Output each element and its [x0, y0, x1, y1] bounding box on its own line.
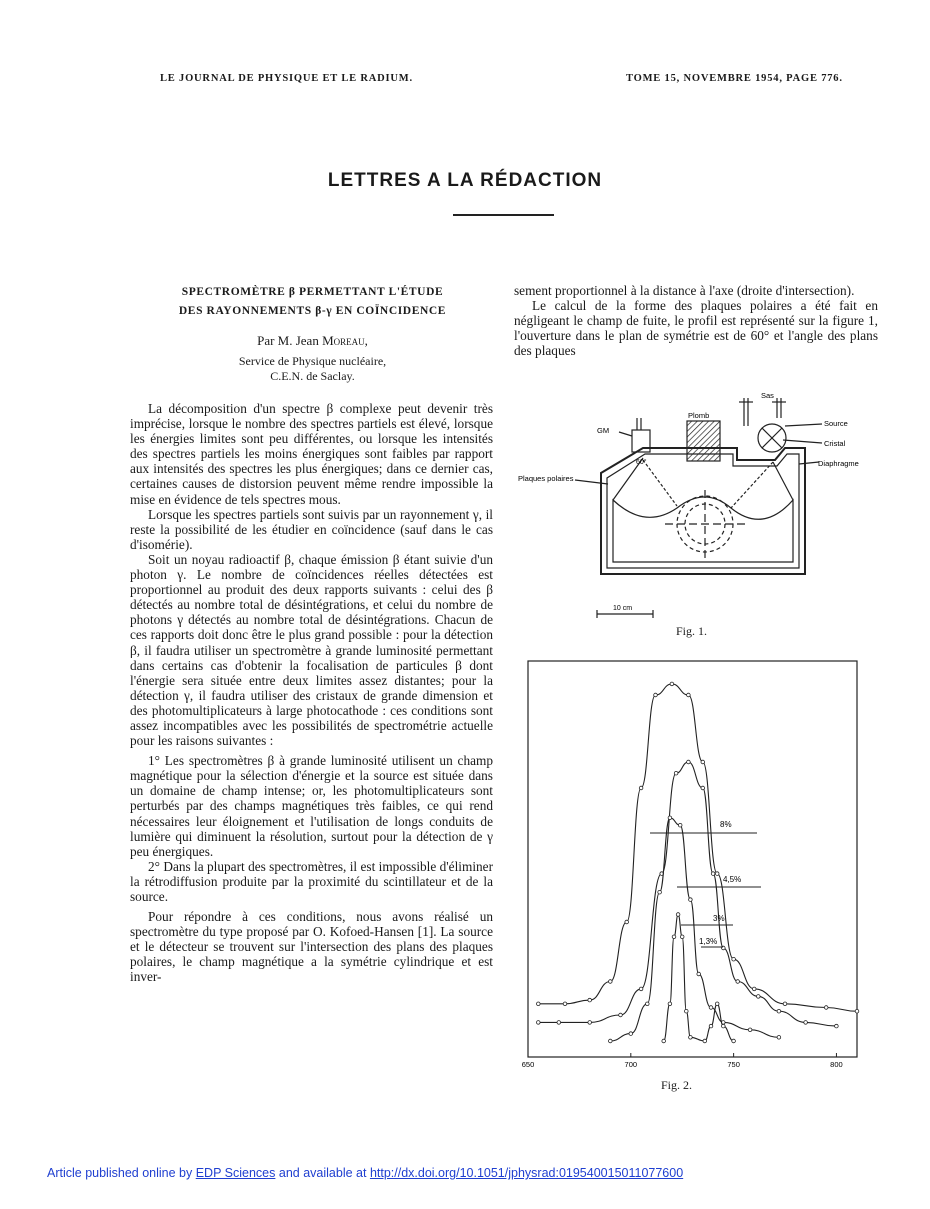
data-point: [629, 1032, 633, 1036]
title-rule: [453, 214, 554, 216]
data-point: [732, 1039, 736, 1043]
x-tick-label: 700: [624, 1060, 638, 1069]
fig1-label-angle: 60°: [636, 459, 647, 466]
data-point: [646, 1002, 650, 1006]
annotation-label: 3%: [713, 914, 725, 923]
data-point: [687, 760, 691, 764]
paragraph: Soit un noyau radioactif β, chaque émission β étant suivie d'un photon γ. Le nombre de coïncidences réelles détectées est proportionnel au produit des deux rapports suivants : celui des β détectés au nombre total de désintégrations, et celui du nombre de photons γ détectés au nombre total de désintégrations. Chacun de ces rapports doit donc être le plus grand possible : pour la détection β, il faudra utiliser un spectromètre à grande luminosité permettant dans certains cas d'obtenir la focalisation de particules β dont l'énergie sera située entre deux limites assez distantes; pour la détection γ, il faudra utiliser des cristaux de grande dimension et des photomultiplicateurs à large photocathode : ces conditions sont assez incompatibles avec les possibilités de spectrométrie actuelle pour les raisons suivantes :: [130, 551, 493, 749]
fig1-label-scale: 10 cm: [613, 605, 633, 612]
paragraph: 2° Dans la plupart des spectromètres, il est impossible d'éliminer la rétrodiffusion produite par la proximité du scintillateur et de la source.: [130, 858, 493, 904]
right-column-text: [514, 283, 878, 358]
issue-running-head: TOME 15, NOVEMBRE 1954, PAGE 776.: [626, 73, 843, 84]
data-point: [678, 823, 682, 827]
article-title-line1: SPECTROMÈTRE β PERMETTANT L'ÉTUDE: [181, 286, 444, 298]
footer: [47, 1166, 683, 1180]
data-point: [777, 1036, 781, 1040]
x-tick-label: 750: [727, 1060, 740, 1069]
data-point: [687, 693, 691, 697]
data-point: [748, 1028, 752, 1032]
x-tick-label: 800: [830, 1060, 843, 1069]
data-point: [752, 987, 756, 991]
article-title-line2: DES RAYONNEMENTS β-γ EN COÏNCIDENCE: [178, 305, 447, 317]
data-point: [670, 682, 674, 686]
data-point: [563, 1002, 567, 1006]
data-point: [658, 890, 662, 894]
data-point: [537, 1002, 541, 1006]
series-line-3: [610, 818, 779, 1041]
fig1-label-plaques: Plaques polaires: [518, 474, 574, 483]
paragraph: La décomposition d'un spectre β complexe peut devenir très imprécise, lorsque le nombre des spectres partiels est élevé, lorsque les énergies limites sont peu différentes, ou lorsque les intensités des spectres partiels les moins énergiques sont faibles par rapport aux intensités des spectres les plus énergiques; dans ce dernier cas, certaines causes de distorsion peuvent même rendre impossible la mise en évidence de tels spectres mous.: [130, 401, 493, 507]
fig1-label-diaphragme: Diaphragme: [818, 459, 859, 468]
data-point: [715, 872, 719, 876]
data-point: [757, 995, 761, 999]
data-point: [777, 1009, 781, 1013]
data-point: [697, 972, 701, 976]
data-point: [701, 786, 705, 790]
byline: [130, 333, 495, 349]
series-line-1: [538, 684, 857, 1011]
footer-prefix: Article published online by: [47, 1166, 193, 1180]
fig1-label-source: Source: [824, 419, 848, 428]
data-point: [588, 998, 592, 1002]
section-title: LETTRES A LA RÉDACTION: [327, 170, 603, 191]
data-point: [685, 1009, 689, 1013]
data-point: [676, 913, 680, 917]
annotation-label: 1,3%: [699, 937, 718, 946]
publisher-link[interactable]: EDP Sciences: [195, 1166, 276, 1180]
footer-middle: and available at: [278, 1166, 367, 1180]
figure2-chart: [515, 655, 870, 1075]
data-point: [701, 760, 705, 764]
figure1-diagram: [515, 388, 880, 618]
affiliation-line2: C.E.N. de Saclay.: [270, 369, 355, 383]
data-point: [855, 1009, 859, 1013]
data-point: [680, 935, 684, 939]
data-point: [639, 786, 643, 790]
data-point: [689, 1036, 693, 1040]
data-point: [609, 980, 613, 984]
paragraph: Lorsque les spectres partiels sont suivis par un rayonnement γ, il reste la possibilité de les étudier en coïncidence (sauf dans le cas d'isomérie).: [130, 506, 493, 552]
fig1-label-plomb: Plomb: [688, 411, 710, 420]
series-line-2: [538, 762, 836, 1026]
chart-frame: [528, 661, 857, 1057]
data-point: [654, 693, 658, 697]
data-point: [732, 957, 736, 961]
data-point: [689, 898, 693, 902]
data-point: [736, 980, 740, 984]
paragraph: Le calcul de la forme des plaques polaires a été fait en négligeant le champ de fuite, le profil est représenté sur la figure 1, l'ouverture dans le plan de symétrie est de 60° et l'angle des plans des plaques: [514, 298, 878, 359]
figure1-caption: Fig. 1.: [676, 624, 708, 638]
fig1-label-sas: Sas: [761, 391, 774, 400]
data-point: [703, 1039, 707, 1043]
annotation-label: 4,5%: [723, 875, 742, 884]
figure2-caption: Fig. 2.: [661, 1078, 693, 1092]
fig1-label-cristal: Cristal: [824, 439, 846, 448]
journal-running-head: LE JOURNAL DE PHYSIQUE ET LE RADIUM.: [160, 73, 413, 84]
data-point: [715, 1002, 719, 1006]
byline-prefix: Par M. Jean: [257, 333, 319, 348]
data-point: [668, 816, 672, 820]
data-point: [639, 987, 643, 991]
doi-link[interactable]: http://dx.doi.org/10.1051/jphysrad:019540015011077600: [369, 1166, 684, 1180]
data-point: [662, 1039, 666, 1043]
fig1-label-gm: GM: [597, 426, 610, 435]
paragraph: Pour répondre à ces conditions, nous avons réalisé un spectromètre du type proposé par O. Kofoed-Hansen [1]. La source et le détecteur se trouvent sur l'intersection des plans des plaques polaires, le champ magnétique a la symétrie cylindrique et est inver-: [130, 909, 493, 985]
data-point: [588, 1021, 592, 1025]
data-point: [835, 1024, 839, 1028]
data-point: [709, 1006, 713, 1010]
data-point: [783, 1002, 787, 1006]
left-column-text: [130, 401, 493, 985]
annotation-label: 8%: [720, 820, 732, 829]
affiliation-line1: Service de Physique nucléaire,: [238, 354, 387, 368]
data-point: [625, 920, 629, 924]
paragraph: 1° Les spectromètres β à grande luminosité utilisent un champ magnétique pour la sélection d'énergie et la source est située dans un domaine de champ intense; or, les photomultiplicateurs sont perturbés par des champs magnétiques très faibles, ce qui rend nécessaires leur éloignement et l'utilisation de longs conduits de lumière qui diminuent la résolution, surtout pour la détection de γ peu énergiques.: [130, 753, 493, 859]
data-point: [557, 1021, 561, 1025]
data-point: [804, 1021, 808, 1025]
x-tick-label: 650: [521, 1060, 535, 1069]
data-point: [709, 1024, 713, 1028]
data-point: [674, 771, 678, 775]
data-point: [537, 1021, 541, 1025]
author-name: Moreau,: [322, 333, 368, 348]
data-point: [722, 1024, 726, 1028]
data-point: [824, 1006, 828, 1010]
data-point: [711, 872, 715, 876]
data-point: [619, 1013, 623, 1017]
data-point: [668, 1002, 672, 1006]
data-point: [609, 1039, 613, 1043]
data-point: [672, 935, 676, 939]
paragraph: sement proportionnel à la distance à l'axe (droite d'intersection).: [514, 283, 855, 298]
